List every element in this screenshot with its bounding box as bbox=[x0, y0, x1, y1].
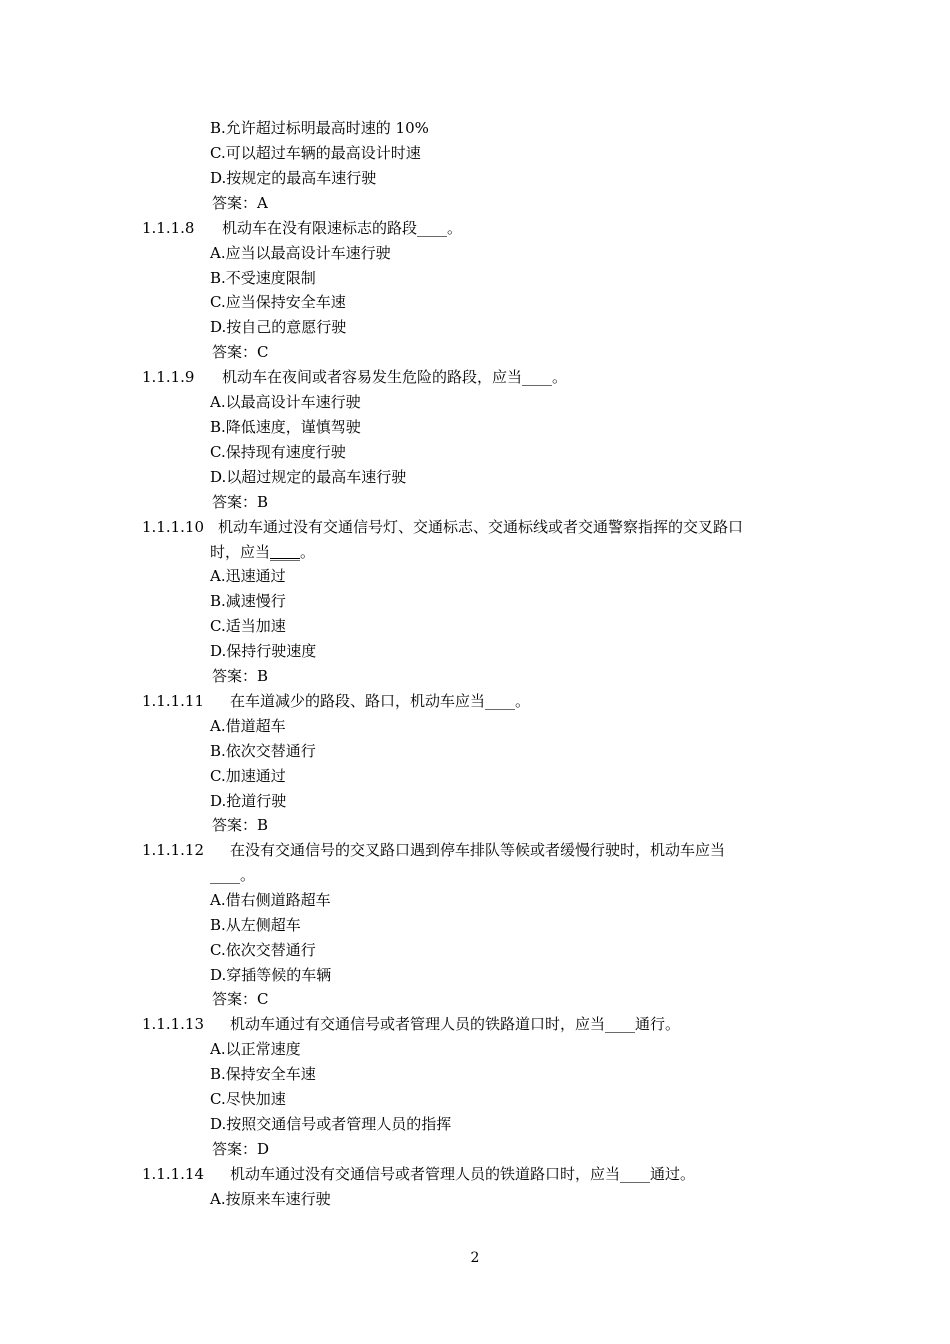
option-line: B.保持安全车速 bbox=[210, 1065, 316, 1083]
option-line: A.借道超车 bbox=[210, 717, 286, 735]
option-line: B.依次交替通行 bbox=[210, 742, 316, 760]
question-text-continuation bbox=[210, 542, 315, 562]
answer-line: 答案：B bbox=[212, 667, 269, 685]
option-line: A.按原来车速行驶 bbox=[210, 1190, 331, 1208]
option-line: D.抢道行驶 bbox=[210, 792, 287, 810]
question-number: 1.1.1.8 bbox=[142, 219, 195, 237]
question-number: 1.1.1.9 bbox=[142, 368, 195, 386]
option-line: C.可以超过车辆的最高设计时速 bbox=[210, 144, 421, 162]
option-line: D.按自己的意愿行驶 bbox=[210, 318, 347, 336]
option-line: B.从左侧超车 bbox=[210, 916, 301, 934]
option-line: C.依次交替通行 bbox=[210, 941, 316, 959]
option-line: B.减速慢行 bbox=[210, 592, 286, 610]
question-text: 在没有交通信号的交叉路口遇到停车排队等候或者缓慢行驶时，机动车应当 bbox=[230, 841, 726, 859]
question-text: 在车道减少的路段、路口，机动车应当____。 bbox=[230, 692, 531, 710]
option-line: D.以超过规定的最高车速行驶 bbox=[210, 468, 407, 486]
option-line: C.保持现有速度行驶 bbox=[210, 443, 346, 461]
question-text: 机动车通过没有交通信号灯、交通标志、交通标线或者交通警察指挥的交叉路口 bbox=[218, 518, 744, 536]
question-text-prefix: 时，应当 bbox=[210, 543, 271, 561]
option-line: A.应当以最高设计车速行驶 bbox=[210, 244, 391, 262]
question-text: 机动车在夜间或者容易发生危险的路段，应当____。 bbox=[222, 368, 568, 386]
option-line: B.不受速度限制 bbox=[210, 269, 316, 287]
question-text: 机动车在没有限速标志的路段____。 bbox=[222, 219, 463, 237]
question-number: 1.1.1.12 bbox=[142, 841, 205, 859]
option-line: C.适当加速 bbox=[210, 617, 286, 635]
option-line: C.应当保持安全车速 bbox=[210, 293, 346, 311]
option-line: B.允许超过标明最高时速的 10% bbox=[210, 119, 429, 137]
question-text: 机动车通过没有交通信号或者管理人员的铁道路口时，应当____通过。 bbox=[230, 1165, 696, 1183]
question-text-continuation: ____。 bbox=[210, 866, 256, 884]
answer-line: 答案：C bbox=[212, 990, 269, 1008]
option-line: A.以最高设计车速行驶 bbox=[210, 393, 361, 411]
option-line: D.穿插等候的车辆 bbox=[210, 966, 332, 984]
answer-line: 答案：A bbox=[212, 194, 268, 212]
option-line: C.尽快加速 bbox=[210, 1090, 286, 1108]
question-number: 1.1.1.10 bbox=[142, 518, 205, 536]
option-line: B.降低速度，谨慎驾驶 bbox=[210, 418, 361, 436]
option-line: C.加速通过 bbox=[210, 767, 286, 785]
answer-line: 答案：D bbox=[212, 1140, 270, 1158]
option-line: A.借右侧道路超车 bbox=[210, 891, 331, 909]
answer-line: 答案：B bbox=[212, 816, 269, 834]
page-number: 2 bbox=[470, 1250, 480, 1266]
question-number: 1.1.1.11 bbox=[142, 692, 205, 710]
option-line: A.以正常速度 bbox=[210, 1040, 301, 1058]
question-text-suffix: 。 bbox=[300, 543, 316, 561]
answer-line: 答案：B bbox=[212, 493, 269, 511]
option-line: A.迅速通过 bbox=[210, 567, 286, 585]
question-text: 机动车通过有交通信号或者管理人员的铁路道口时，应当____通行。 bbox=[230, 1015, 681, 1033]
answer-blank: ____ bbox=[270, 543, 301, 561]
option-line: D.保持行驶速度 bbox=[210, 642, 317, 660]
question-number: 1.1.1.14 bbox=[142, 1165, 205, 1183]
answer-line: 答案：C bbox=[212, 343, 269, 361]
question-number: 1.1.1.13 bbox=[142, 1015, 205, 1033]
option-line: D.按规定的最高车速行驶 bbox=[210, 169, 377, 187]
option-line: D.按照交通信号或者管理人员的指挥 bbox=[210, 1115, 452, 1133]
